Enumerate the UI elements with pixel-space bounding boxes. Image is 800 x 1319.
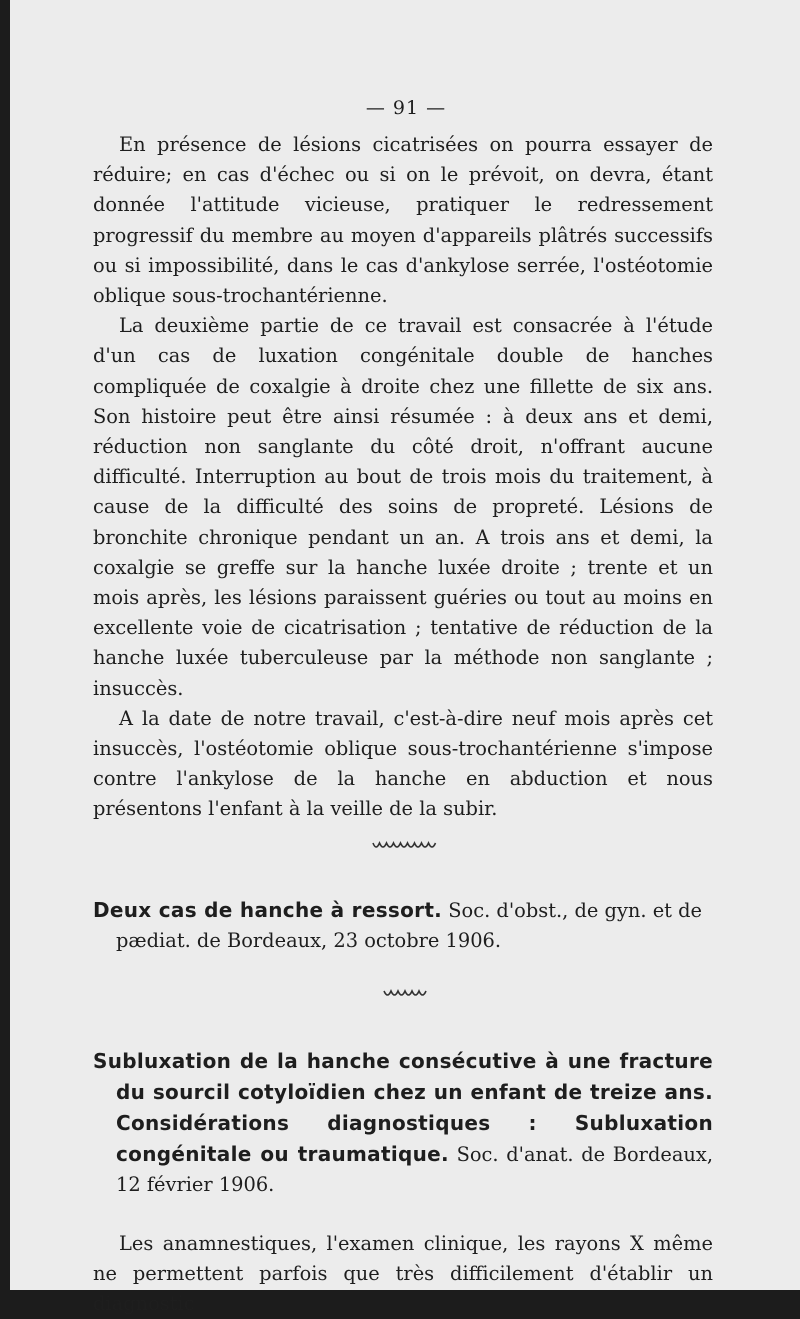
paragraph-3: A la date de notre travail, c'est-à-dire neuf mois après cet insuccès, l'ostéotomie oblique sous-trochantérienne s'impose contre l'ankylose de la hanche en abduction et nous présentons l'enfant à la veille de la subir. (93, 706, 713, 821)
bibliography-entry-2 (93, 1046, 713, 1200)
paragraph-2: La deuxième partie de ce travail est consacrée à l'étude d'un cas de luxation congénitale double de hanches compliquée de coxalgie à droite chez une fillette de six ans. Son histoire peut être ainsi résumée : à deux ans et demi, réduction non sanglante du côté droit, n'offrant aucune difficulté. Interruption au bout de trois mois du traitement, à cause de la difficulté des soins de propreté. Lésions de bronchite chronique pendant un an. A trois ans et demi, la coxalgie se greffe sur la hanche luxée droite ; trente et un mois après, les lésions paraissent guéries ou tout au moins en excellente voie de cicatrisation ; tentative de réduction de la hanche luxée tuberculeuse par la méthode non sanglante ; insuccès. (93, 314, 713, 700)
entry-citation: Soc. d'obst., de gyn. et de pædiat. de Bordeaux, 23 octobre 1906. (116, 898, 703, 952)
page-number: — 91 — (365, 97, 447, 119)
section-ornament-1 (97, 838, 713, 868)
entry-citation: Soc. d'anat. de Bordeaux, 12 février 1906. (116, 1142, 713, 1196)
bibliography-entry-1 (93, 895, 713, 956)
squiggle-ornament-icon (372, 839, 438, 853)
page-content (93, 96, 713, 1319)
entry-title: Subluxation de la hanche consécutive à une fracture du sourcil cotyloïdien chez un enfant de treize ans. Considérations diagnostiques : Subluxation congénitale ou traumatique. (93, 1048, 713, 1166)
squiggle-ornament-icon (383, 987, 427, 1001)
closing-paragraph: Les anamnestiques, l'examen clinique, les rayons X même ne permettent parfois que très difficilement d'établir un diagnostic (93, 1231, 713, 1316)
book-page (10, 0, 800, 1316)
section-ornament-2 (97, 986, 713, 1016)
paragraph-1: En présence de lésions cicatrisées on pourra essayer de réduire; en cas d'échec ou si on le prévoit, on devra, étant donnée l'attitude vicieuse, pratiquer le redressement progressif du membre au moyen d'appareils plâtrés successifs ou si impossibilité, dans le cas d'ankylose serrée, l'ostéotomie oblique sous-trochantérienne. (93, 133, 713, 308)
entry-title: Deux cas de hanche à ressort. (93, 897, 443, 922)
